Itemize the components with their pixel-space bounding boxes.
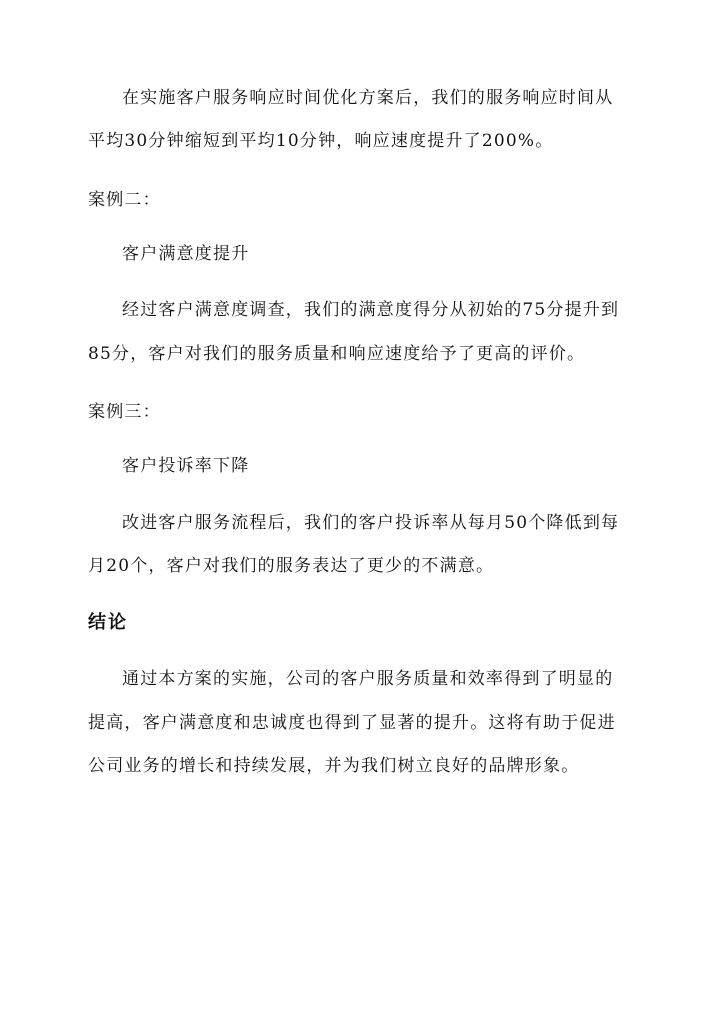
conclusion-line-1: 通过本方案的实施，公司的客户服务质量和效率得到了明显的 — [122, 669, 614, 689]
case2-label: 案例二： — [88, 190, 161, 210]
conclusion-line-3: 公司业务的增长和持续发展，并为我们树立良好的品牌形象。 — [88, 756, 580, 776]
case2-body-line-2: 85分，客户对我们的服务质量和响应速度给予了更高的评价。 — [88, 344, 586, 364]
conclusion-line-2: 提高，客户满意度和忠诚度也得到了显著的提升。这将有助于促进 — [88, 713, 616, 733]
case1-body-line-2: 平均30分钟缩短到平均10分钟，响应速度提升了200%。 — [88, 131, 554, 151]
case3-label: 案例三： — [88, 402, 161, 422]
case3-body-line-1: 改进客户服务流程后，我们的客户投诉率从每月50个降低到每 — [122, 513, 620, 533]
conclusion-heading: 结论 — [88, 612, 128, 633]
case3-title: 客户投诉率下降 — [122, 456, 250, 476]
case2-title: 客户满意度提升 — [122, 244, 250, 264]
case1-body-line-1: 在实施客户服务响应时间优化方案后，我们的服务响应时间从 — [122, 88, 614, 108]
case3-body-line-2: 月20个，客户对我们的服务表达了更少的不满意。 — [88, 556, 495, 576]
case2-body-line-1: 经过客户满意度调查，我们的满意度得分从初始的75分提升到 — [122, 300, 620, 320]
